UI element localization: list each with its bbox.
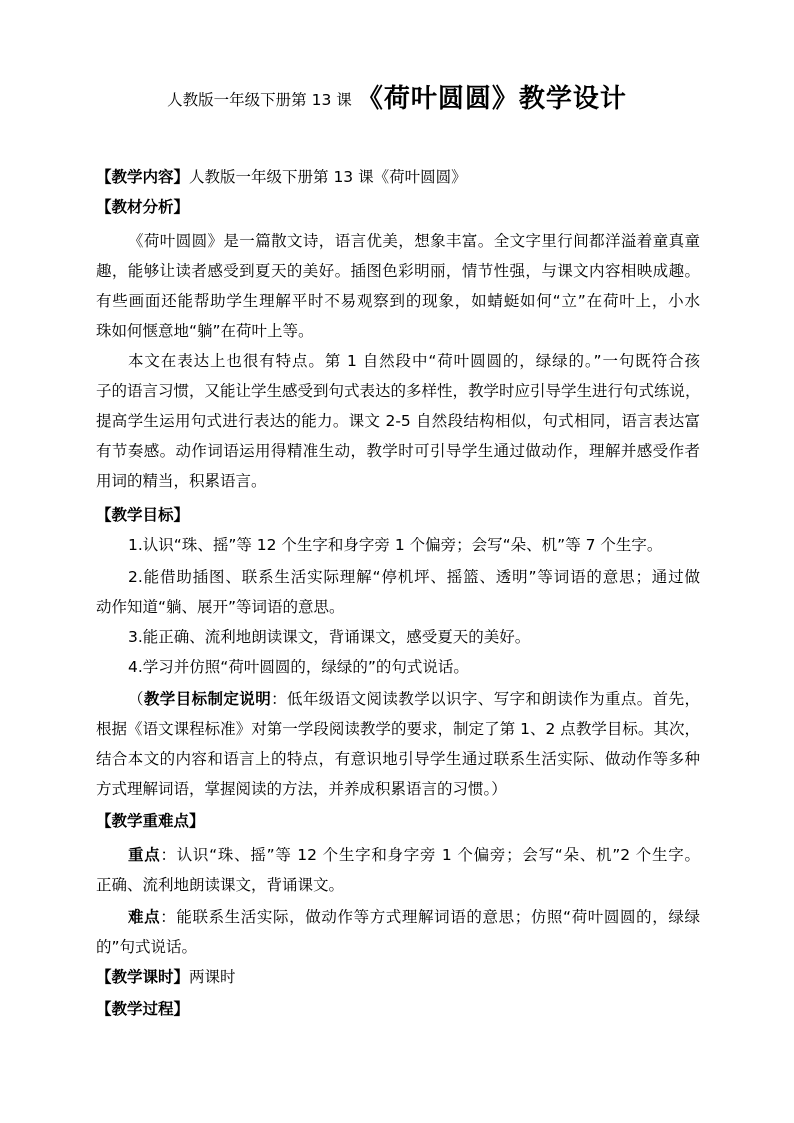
goals-note-line: 结合本文的内容和语言上的特点，有意识地引导学生通过联系生活实际、做动作等多种 [96,750,700,768]
goals-note-line: 根据《语文课程标准》对第一学段阅读教学的要求，制定了第 1、2 点教学目标。其次， [96,720,700,738]
goal-item: 3.能正确、流利地朗读课文，背诵课文，感受夏天的美好。 [128,628,531,646]
analysis-p1-line: 《荷叶圆圆》是一篇散文诗，语言优美，想象丰富。全文字里行间都洋溢着童真童 [128,232,700,250]
hard-text: ：能联系生活实际，做动作等方式理解词语的意思；仿照“荷叶圆圆的，绿绿 [160,908,700,926]
key-line [128,840,700,870]
title-prefix: 人教版一年级下册第 13 课 [167,91,352,109]
hard-line: 的”句式说话。 [96,938,198,956]
hours-line [96,962,700,992]
content-line [96,162,700,192]
key-heading: 【教学重难点】 [96,812,205,830]
goal-item: 1.认识“珠、摇”等 12 个生字和身字旁 1 个偏旁；会写“朵、机”等 7 个生字。 [128,536,663,554]
goals-note-line [128,684,700,714]
goal-item-continuation: 动作知道“躺、展开”等词语的意思。 [96,598,345,616]
hours-heading: 【教学课时】 [96,968,190,986]
goal-item: 4.学习并仿照“荷叶圆圆的，绿绿的”的句式说话。 [128,658,469,676]
analysis-p2-line: 本文在表达上也很有特点。第 1 自然段中“荷叶圆圆的，绿绿的。”一句既符合孩 [128,352,700,370]
content-heading: 【教学内容】 [96,168,190,186]
analysis-p2-line: 用词的精当，积累语言。 [96,472,267,490]
key-line: 正确、流利地朗读课文，背诵课文。 [96,876,345,894]
hard-label: 难点 [128,908,161,926]
content-text: 人教版一年级下册第 13 课《荷叶圆圆》 [189,168,467,186]
goals-note-line: 方式理解词语，掌握阅读的方法，并养成积累语言的习惯。） [96,780,507,798]
analysis-p2-line: 子的语言习惯，又能让学生感受到句式表达的多样性，教学时应引导学生进行句式练说， [96,382,701,400]
goals-note-open: （ [128,690,144,708]
goal-item: 2.能借助插图、联系生活实际理解“停机坪、摇篮、透明”等词语的意思；通过做 [128,568,700,586]
document-title [0,78,794,115]
analysis-p1-line: 趣，能够让读者感受到夏天的美好。插图色彩明丽，情节性强，与课文内容相映成趣。 [96,262,700,280]
hours-text: 两课时 [189,968,236,986]
goals-note-text: ：低年级语文阅读教学以识字、写字和朗读作为重点。首先， [271,690,700,708]
analysis-p2-line: 有节奏感。动作词语运用得精准生动，教学时可引导学生通过做动作，理解并感受作者 [96,442,700,460]
process-heading: 【教学过程】 [96,1000,190,1018]
analysis-p2-line: 提高学生运用句式进行表达的能力。课文 2-5 自然段结构相似，句式相同，语言表达富 [96,412,700,430]
analysis-p1-line: 有些画面还能帮助学生理解平时不易观察到的现象，如蜻蜓如何“立”在荷叶上，小水 [96,292,700,310]
title-main: 《荷叶圆圆》教学设计 [356,84,627,114]
key-text: ：认识“珠、摇”等 12 个生字和身字旁 1 个偏旁；会写“朵、机”2 个生字。 [160,846,700,864]
hard-line [128,902,700,932]
analysis-p1-line: 珠如何惬意地“躺”在荷叶上等。 [96,322,314,340]
goals-heading: 【教学目标】 [96,506,190,524]
key-label: 重点 [128,846,161,864]
goals-note-label: 教学目标制定说明 [143,690,272,708]
analysis-heading: 【教材分析】 [96,198,190,216]
